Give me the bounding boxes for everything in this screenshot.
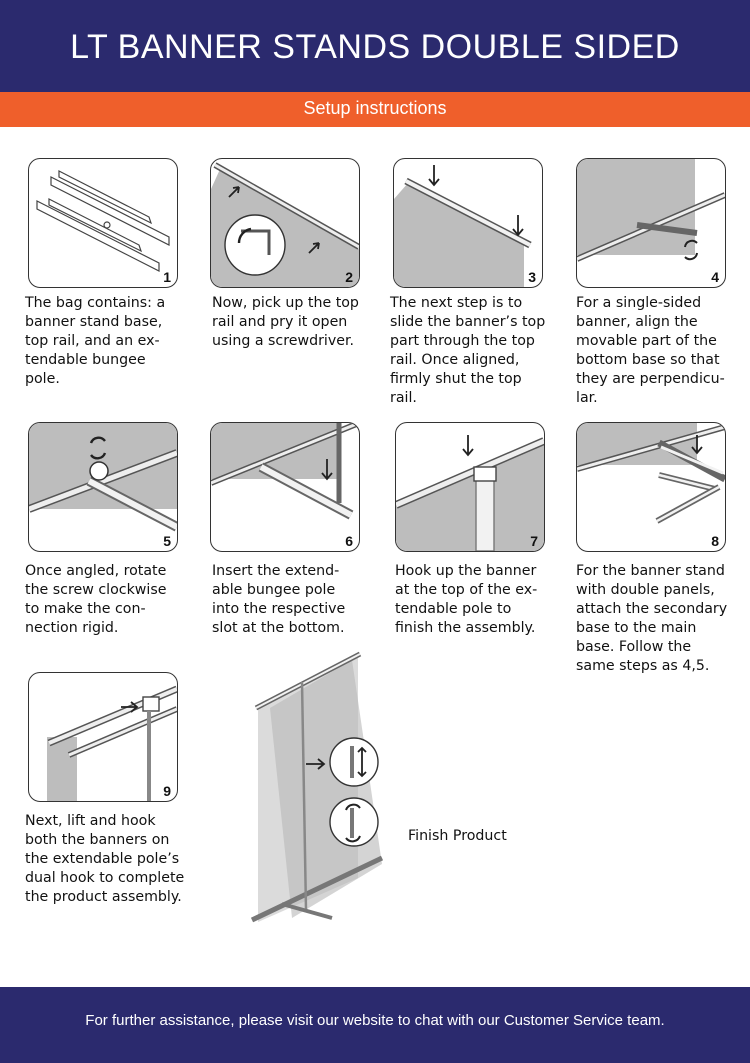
step-3-text: The next step is to slide the banner’s top part through the top rail. Once aligned, firmly shut the top rail.: [390, 295, 546, 406]
step-8-number: 8: [711, 533, 719, 549]
step-6-text: Insert the extend- able bungee pole into the respective slot at the bottom.: [212, 563, 346, 636]
step-6-number: 6: [345, 533, 353, 549]
step-9-number: 9: [163, 783, 171, 799]
step-5-text: Once angled, rotate the screw clockwise to make the con- nection rigid.: [25, 563, 167, 636]
footer-text: For further assistance, please visit our website to chat with our Customer Service team.: [85, 1012, 665, 1029]
step-9-text: Next, lift and hook both the banners on the extendable pole’s dual hook to complete the product assembly.: [25, 813, 185, 905]
down-arrow-icon: [429, 165, 439, 185]
step-4-number: 4: [711, 269, 719, 285]
step-2-text: Now, pick up the top rail and pry it open using a screwdriver.: [212, 295, 359, 349]
step-7-number: 7: [530, 533, 538, 549]
step-7-text: Hook up the banner at the top of the ex- tendable pole to finish the assembly.: [395, 563, 538, 636]
footer-bar: [0, 987, 750, 1063]
step-2-illustration: [210, 158, 360, 288]
step-2-number: 2: [345, 269, 353, 285]
step-1-parts-drawing: [29, 159, 177, 287]
step-3-number: 3: [528, 269, 536, 285]
header-bar: [0, 0, 750, 92]
subheader-title: Setup instructions: [303, 98, 447, 118]
page-title: LT BANNER STANDS DOUBLE SIDED: [70, 28, 680, 66]
step-9-illustration: [28, 672, 178, 802]
step-6-illustration: [210, 422, 360, 552]
step-8-illustration: [576, 422, 726, 552]
step-4-illustration: [576, 158, 726, 288]
step-4-text: For a single-sided banner, align the movable part of the bottom base so that they are perpendicu- lar.: [576, 295, 725, 406]
step-7-illustration: [395, 422, 545, 552]
down-arrow-icon: [463, 435, 473, 455]
step-1-illustration: [28, 158, 178, 288]
finish-product-illustration: [222, 648, 392, 926]
step-8-text: For the banner stand with double panels, attach the secondary base to the main base. Follow the same steps as 4,5.: [576, 563, 728, 674]
step-1-text: The bag contains: a banner stand base, top rail, and an ex- tendable bungee pole.: [25, 295, 166, 387]
finish-product-label: Finish Product: [408, 828, 507, 844]
step-1-number: 1: [163, 269, 171, 285]
step-3-illustration: [393, 158, 543, 288]
step-5-number: 5: [163, 533, 171, 549]
step-5-illustration: [28, 422, 178, 552]
subheader-bar: [0, 92, 750, 127]
